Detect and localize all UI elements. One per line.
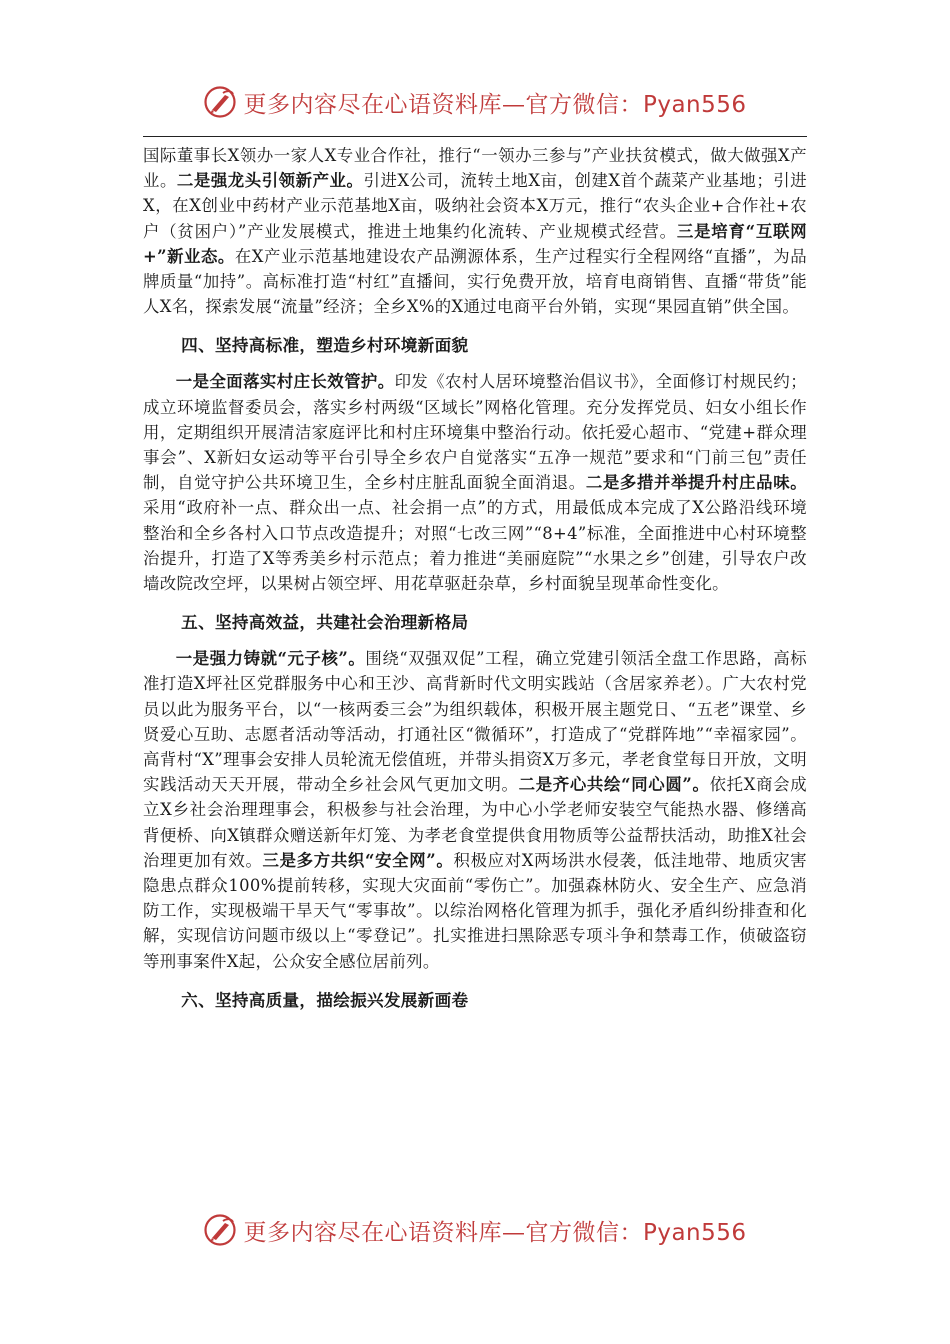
header-rule [143,136,807,137]
section-heading-5: 五、坚持高效益，共建社会治理新格局 [181,613,469,633]
text-run: 依托X商会成立X乡社会治理理事会，积极参与社会治理，为中心小学老师安装空气能热水器、修缮高背便桥、向X镇群众赠送新年灯笼、为孝老食堂提供食用物质等公益帮扶活动，助推X社会治理更加有效。 [143,775,807,870]
text-run: 印发《农村人居环境整治倡议书》，全面修订村规民约；成立环境监督委员会，落实乡村两级“区域长”网格化管理。充分发挥党员、妇女小组长作用，定期组织开展清洁家庭评比和村庄环境集中整治行动。依托爱心超市、“党建+群众理事会”、X新妇女运动等平台引导全乡农户自觉落实“五净一规范”要求和“门前三包”责任制，自觉守护公共环境卫生，全乡村庄脏乱面貌全面消退。 [143,372,807,493]
pen-quill-logo-icon [203,85,237,119]
bold-run: 三是多方共织“安全网”。 [262,850,454,870]
text-run: 引进X公司，流转土地X亩，创建X首个蔬菜产业基地；引进X，在X创业中药材产业示范基地X亩，吸纳社会资本X万元，推行“农头企业+合作社+农户（贫困户）”产业发展模式，推进土地集约化流转、产业规模式经营。 [143,171,807,241]
section-heading-6: 六、坚持高质量，描绘振兴发展新画卷 [181,990,469,1010]
bold-run: 一是强力铸就“元子核”。 [175,649,366,669]
banner-wechat-id: Pyan556 [642,91,747,118]
bold-run: 二是强龙头引领新产业。 [176,171,364,191]
banner-wechat-id: Pyan556 [642,1219,747,1246]
text-run: 围绕“双强双促”工程，确立党建引领活全盘工作思路，高标准打造X坪社区党群服务中心和王沙、高背新时代文明实践站（含居家养老）。广大农村党员以此为服务平台，以“一核两委三会”为组织载体，积极开展主题党日、“五老”课堂、乡贤爱心互助、志愿者活动等活动，打通社区“微循环”，打造成了“党群阵地”“幸福家园”。高背村“X”理事会安排人员轮流无偿值班，并带头捐资X万多元，孝老食堂每日开放，文明实践活动天天开展，带动全乡社会风气更加文明。 [143,649,807,795]
section4-paragraph [143,369,807,596]
bold-run: 三是培育“互联网+”新业态。 [143,221,807,266]
banner-label: 更多内容尽在心语资料库—官方微信： [243,1219,643,1246]
document-body [143,143,807,1024]
text-run: 在X产业示范基地建设农产品溯源体系，生产过程实行全程网络“直播”，为品牌质量“加持”。高标准打造“村红”直播间，实行免费开放，培育电商销售、直播“带货”能人X名，探索发展“流量”经济；全乡X%的X通过电商平台外销，实现“果园直销”供全国。 [143,246,807,317]
banner-text [243,86,746,119]
bold-run: 一是全面落实村庄长效管护。 [175,372,395,392]
section5-paragraph [143,646,807,974]
text-run: 积极应对X两场洪水侵袭，低洼地带、地质灾害隐患点群众100%提前转移，实现大灾面前“零伤亡”。加强森林防火、安全生产、应急消防工作，实现极端干旱天气“零事故”。以综治网格化管理为抓手，强化矛盾纠纷排查和化解，实现信访问题市级以上“零登记”。扎实推进扫黑除恶专项斗争和禁毒工作，侦破盗窃等刑事案件X起，公众安全感位居前列。 [143,850,807,971]
section-heading-4: 四、坚持高标准，塑造乡村环境新面貌 [181,336,469,356]
pen-quill-logo-icon [203,1213,237,1247]
header-banner [0,80,950,124]
banner-label: 更多内容尽在心语资料库—官方微信： [243,91,643,118]
intro-paragraph [143,143,807,319]
footer-banner [0,1208,950,1252]
bold-run: 二是多措并举提升村庄品味。 [585,473,807,493]
text-run: 国际董事长X领办一家人X专业合作社，推行“一领办三参与”产业扶贫模式，做大做强X产业。 [143,146,807,191]
banner-text [243,1214,746,1247]
bold-run: 二是齐心共绘“同心圆”。 [518,775,710,795]
text-run: 采用“政府补一点、群众出一点、社会捐一点”的方式，用最低成本完成了X公路沿线环境整治和全乡各村入口节点改造提升；对照“七改三网”“8+4”标准，全面推进中心村环境整治提升，打造了X等秀美乡村示范点；着力推进“美丽庭院”“水果之乡”创建，引导农户改墙改院改空坪，以果树占领空坪、用花草驱赶杂草，乡村面貌呈现革命性变化。 [143,498,807,594]
